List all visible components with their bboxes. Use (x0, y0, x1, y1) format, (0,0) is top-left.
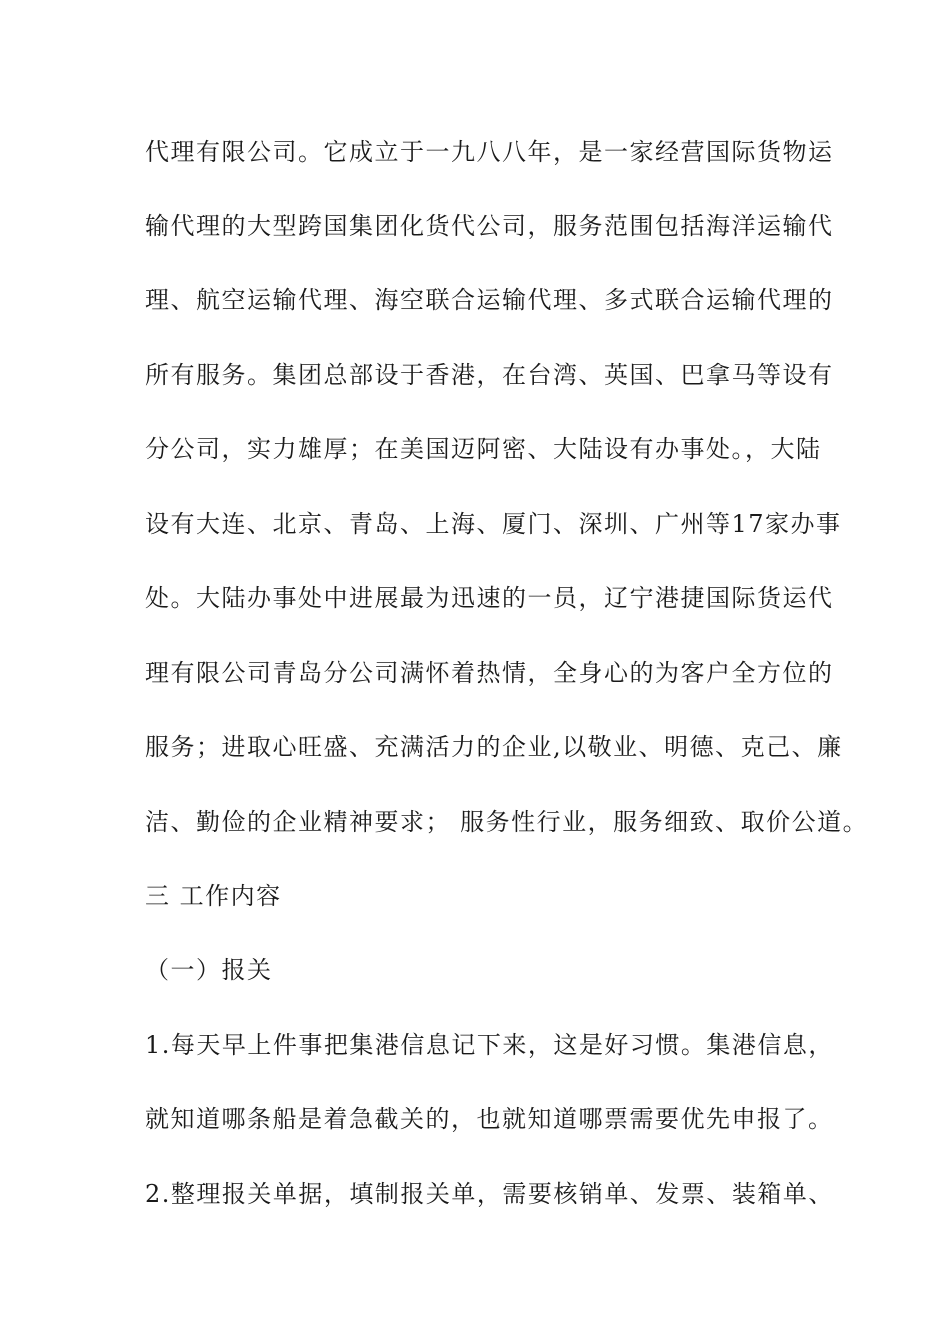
paragraph-line: 所有服务。集团总部设于香港，在台湾、英国、巴拿马等设有 (145, 361, 834, 389)
paragraph-line: 洁、勤俭的企业精神要求； 服务性行业，服务细致、取价公道。 (145, 808, 869, 836)
paragraph-line: 设有大连、北京、青岛、上海、厦门、深圳、广州等17家办事 (145, 510, 842, 538)
list-item-line: 2.整理报关单据，填制报关单，需要核销单、发票、装箱单、 (145, 1180, 834, 1208)
section-heading: 三 工作内容 (145, 882, 282, 910)
paragraph-line: 处。大陆办事处中进展最为迅速的一员，辽宁港捷国际货运代 (145, 584, 834, 612)
paragraph-line: 代理有限公司。它成立于一九八八年，是一家经营国际货物运 (145, 138, 834, 166)
paragraph-line: 分公司，实力雄厚；在美国迈阿密、大陆设有办事处。，大陆 (145, 435, 822, 463)
list-item-line: 1.每天早上件事把集港信息记下来，这是好习惯。集港信息， (145, 1031, 834, 1059)
paragraph-line: 理、航空运输代理、海空联合运输代理、多式联合运输代理的 (145, 286, 834, 314)
subsection-heading: （一）报关 (145, 956, 273, 984)
paragraph-line: 服务；进取心旺盛、充满活力的企业,以敬业、明德、克己、廉 (145, 733, 843, 761)
paragraph-line: 输代理的大型跨国集团化货代公司，服务范围包括海洋运输代 (145, 212, 834, 240)
paragraph-line: 理有限公司青岛分公司满怀着热情，全身心的为客户全方位的 (145, 659, 834, 687)
list-item-line: 就知道哪条船是着急截关的，也就知道哪票需要优先申报了。 (145, 1105, 834, 1133)
